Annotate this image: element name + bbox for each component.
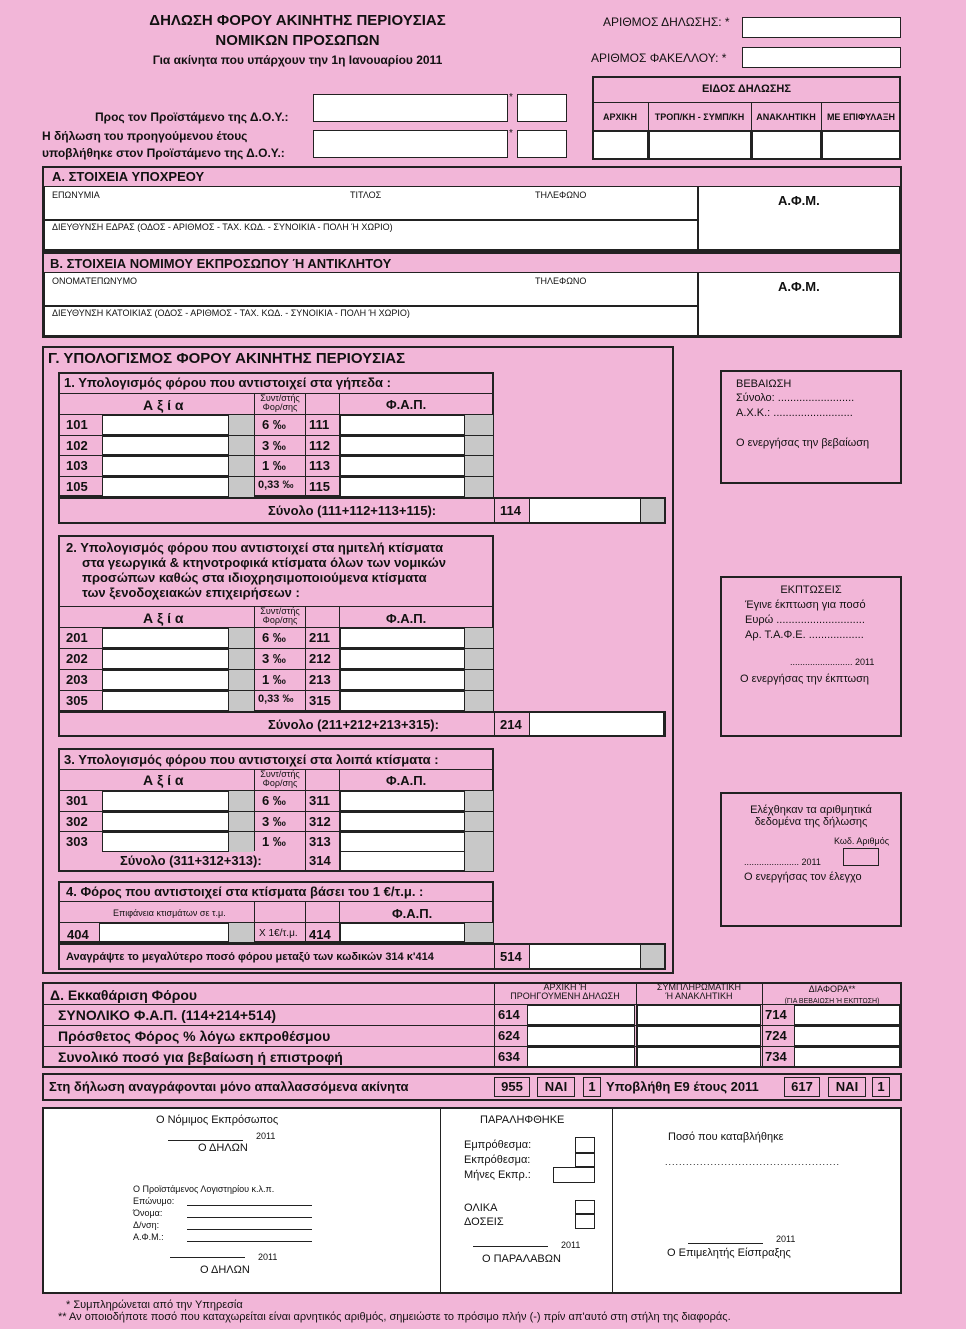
shaded-cell — [465, 791, 493, 811]
year-label: 2011 — [256, 1131, 276, 1141]
year-label: 2011 — [561, 1240, 581, 1250]
star-mark: * — [509, 128, 513, 139]
decl-type-initial: ΑΡΧΙΚΗ — [602, 112, 637, 122]
col-fap-label: Φ.Α.Π. — [386, 773, 427, 788]
rep-name-label: ΟΝΟΜΑΤΕΠΩΝΥΜΟ — [52, 276, 138, 286]
disc-line2: Ευρώ ............................. — [745, 614, 865, 626]
shaded-cell — [229, 832, 254, 852]
disc-title: ΕΚΠΤΩΣΕΙΣ — [780, 584, 842, 596]
sub4-area-label: Επιφάνεια κτισμάτων σε τ.μ. — [113, 908, 226, 918]
decl-type-amending-check[interactable] — [649, 131, 751, 159]
shaded-cell — [465, 415, 493, 435]
cert-total: Σύνολο: ......................... — [736, 392, 855, 404]
paid-label: Ποσό που καταβλήθηκε — [668, 1131, 784, 1143]
e9-label: Υποβλήθη Ε9 έτους 2011 — [606, 1079, 759, 1094]
check-line1: Ελέχθηκαν τα αριθμητικά — [750, 804, 872, 816]
rate-label: 1 ‰ — [262, 672, 286, 687]
col-fap-label: Φ.Α.Π. — [386, 611, 427, 626]
liquidation-row-label: Συνολικό ποσό για βεβαίωση ή επιστροφή — [58, 1049, 343, 1065]
fap-field[interactable] — [340, 791, 465, 811]
sub2-title-line2: στα γεωργικά & κτηνοτροφικά κτίσματα όλων των νομικών — [82, 555, 446, 570]
folder-number-label: ΑΡΙΘΜΟΣ ΦΑΚΕΛΛΟΥ: * — [591, 51, 727, 65]
cert-title: ΒΕΒΑΙΩΣΗ — [736, 378, 792, 390]
disc-date: ......................... 2011 — [790, 657, 875, 667]
paid-dots[interactable]: .................................................. — [665, 1157, 841, 1167]
col3-head-2: (ΓΙΑ ΒΕΒΑΙΩΣΗ Ή ΕΚΠΤΩΣΗ) — [784, 998, 880, 1005]
fap-field[interactable] — [340, 415, 465, 435]
rate-label: 6 ‰ — [262, 630, 286, 645]
col-value-label: Α ξ ί α — [143, 610, 184, 626]
prev-tax-office-field[interactable] — [313, 130, 508, 158]
check-code-label: Κωδ. Αριθμός — [834, 836, 890, 846]
row-out-code: 211 — [309, 630, 330, 645]
sub2-title-line1: 2. Υπολογισμός φόρου που αντιστοιχεί στα ημιτελή κτίσματα — [66, 540, 444, 555]
col1-head-2: ΠΡΟΗΓΟΥΜΕΝΗ ΔΗΛΩΣΗ — [510, 991, 620, 1001]
rate-label: 1 ‰ — [262, 834, 286, 849]
liquidation-code-3: 734 — [765, 1049, 787, 1064]
liquidation-code-3: 724 — [765, 1028, 787, 1043]
section-c-title: Γ. ΥΠΟΛΟΓΙΣΜΟΣ ΦΟΡΟΥ ΑΚΙΝΗΤΗΣ ΠΕΡΙΟΥΣΙΑΣ — [48, 350, 406, 367]
value-field[interactable] — [102, 649, 229, 669]
shaded-cell — [229, 628, 254, 648]
declaration-number-label: ΑΡΙΘΜΟΣ ΔΗΛΩΣΗΣ: * — [603, 15, 730, 29]
late-box[interactable] — [575, 1153, 595, 1167]
value-field[interactable] — [102, 415, 229, 435]
shaded-cell — [465, 649, 493, 669]
col-fap-label: Φ.Α.Π. — [386, 397, 427, 412]
value-field[interactable] — [102, 832, 229, 852]
fap-field[interactable] — [340, 812, 465, 832]
row-out-code: 113 — [309, 458, 330, 474]
months-label: Μήνες Εκπρ.: — [464, 1169, 531, 1181]
liquidation-code-3: 714 — [765, 1007, 787, 1022]
liquidation-code-1: 614 — [498, 1007, 520, 1022]
sub4-code: 404 — [67, 927, 89, 942]
decl-type-revoking-check[interactable] — [752, 131, 821, 159]
max-field[interactable] — [529, 944, 641, 969]
row-out-code: 212 — [309, 651, 331, 666]
company-afm-label: Α.Φ.Μ. — [778, 193, 820, 208]
sub1-total-field[interactable] — [529, 498, 641, 523]
rep-afm-label: Α.Φ.Μ. — [778, 279, 820, 294]
acc-address-label: Δ/νση: — [133, 1220, 160, 1230]
liquidation-code-1: 624 — [498, 1028, 520, 1043]
collector-label: Ο Επιμελητής Είσπραξης — [667, 1247, 791, 1259]
prev-office-label-1: Η δήλωση του προηγούμενου έτους — [42, 129, 248, 143]
e9-yes[interactable]: ΝΑΙ — [828, 1077, 866, 1097]
sub2-total-label: Σύνολο (211+212+213+315): — [268, 717, 439, 732]
row-out-code: 312 — [309, 813, 331, 829]
value-field[interactable] — [102, 791, 229, 811]
row-out-code: 111 — [309, 417, 330, 432]
liquidation-field-3[interactable] — [794, 1026, 900, 1046]
fap-field[interactable] — [340, 436, 465, 456]
max-label: Αναγράψτε το μεγαλύτερο ποσό φόρου μεταξύ των κωδικών 314 κ'414 — [66, 951, 434, 963]
shaded-cell — [465, 691, 493, 711]
sub3-total-code: 314 — [309, 853, 331, 868]
value-field[interactable] — [102, 456, 229, 476]
row-code: 303 — [66, 834, 88, 849]
form-title-line2: ΝΟΜΙΚΩΝ ΠΡΟΣΩΠΩΝ — [215, 32, 380, 49]
sub2-title-line4: των ξενοδοχειακών επιχειρήσεων : — [82, 585, 300, 600]
rate-label: 3 ‰ — [262, 813, 286, 829]
installments-box[interactable] — [575, 1214, 595, 1229]
col-coef-label-2: Φορ/σης — [262, 615, 298, 625]
col-coef-label-1: Συντ/στής — [260, 606, 300, 616]
acc-name-label: Όνομα: — [133, 1208, 163, 1218]
company-address-label: ΔΙΕΥΘΥΝΣΗ ΕΔΡΑΣ (ΟΔΟΣ - ΑΡΙΘΜΟΣ - ΤΑΧ. ΚΩΔ. - ΣΥΝΟΙΚΙΑ - ΠΟΛΗ Ή ΧΩΡΙΟ) — [52, 222, 393, 232]
phone-label: ΤΗΛΕΦΩΝΟ — [535, 190, 587, 200]
form-subtitle: Για ακίνητα που υπάρχουν την 1η Ιανουαρίου 2011 — [152, 53, 443, 67]
rate-label: 3 ‰ — [262, 437, 286, 453]
sub3-total-field[interactable] — [340, 851, 465, 871]
row-code: 305 — [66, 693, 88, 708]
receiver-label: Ο ΠΑΡΑΛΑΒΩΝ — [482, 1253, 561, 1265]
total-pay-label: ΟΛΙΚΑ — [464, 1202, 498, 1214]
check-officer: Ο ενεργήσας τον έλεγχο — [744, 871, 862, 883]
shaded-cell — [465, 456, 493, 476]
col-value-label: Α ξ ί α — [143, 397, 184, 413]
value-field[interactable] — [102, 628, 229, 648]
row-code: 105 — [66, 479, 88, 495]
liquidation-row-label: ΣΥΝΟΛΙΚΟ Φ.Α.Π. (114+214+514) — [58, 1007, 277, 1023]
received-label: ΠΑΡΑΛΗΦΘΗΚΕ — [480, 1114, 565, 1126]
fap-field[interactable] — [340, 649, 465, 669]
value-field[interactable] — [102, 670, 229, 690]
fap-field[interactable] — [340, 456, 465, 476]
shaded-cell — [465, 436, 493, 456]
sub4-out-code: 414 — [309, 927, 331, 942]
shaded-cell — [229, 477, 254, 497]
exempt-yes[interactable]: ΝΑΙ — [537, 1077, 575, 1097]
sub4-title: 4. Φόρος που αντιστοιχεί στα κτίσματα βάσει του 1 €/τ.μ. : — [66, 884, 424, 899]
sub2-total-field[interactable] — [529, 712, 664, 736]
sub4-area-field[interactable] — [99, 923, 229, 942]
shaded-cell — [465, 477, 493, 497]
disc-line1: Έγινε έκπτωση για ποσό — [745, 599, 866, 611]
col-value-label: Α ξ ί α — [143, 772, 184, 788]
row-code: 201 — [66, 630, 88, 645]
installments-label: ΔΟΣΕΙΣ — [464, 1216, 504, 1228]
value-field[interactable] — [102, 812, 229, 832]
fap-field[interactable] — [340, 832, 465, 852]
section-b-title: Β. ΣΤΟΙΧΕΙΑ ΝΟΜΙΜΟΥ ΕΚΠΡΟΣΩΠΟΥ Ή ΑΝΤΙΚΛΗΤΟΥ — [50, 256, 392, 271]
liquidation-row-label: Πρόσθετος Φόρος % λόγω εκπροθέσμου — [58, 1028, 331, 1044]
row-out-code: 313 — [309, 834, 331, 849]
fap-field[interactable] — [340, 477, 465, 497]
shaded-cell — [229, 791, 254, 811]
row-code: 301 — [66, 793, 88, 808]
col1-head-1: ΑΡΧΙΚΗ Ή — [543, 982, 587, 992]
col-coef-label-1: Συντ/στής — [260, 769, 300, 779]
shaded-cell — [229, 649, 254, 669]
fap-field[interactable] — [340, 628, 465, 648]
decl-type-initial-check[interactable] — [593, 131, 648, 159]
rate-label: 6 ‰ — [262, 793, 286, 808]
shaded-cell — [465, 832, 493, 852]
cert-akk: Α.Χ.Κ.: .......................... — [736, 407, 853, 419]
sub1-total-label: Σύνολο (111+112+113+115): — [268, 503, 437, 518]
value-field[interactable] — [102, 477, 229, 497]
footnote-1: * Συμπληρώνεται από την Υπηρεσία — [66, 1299, 243, 1311]
months-box[interactable] — [553, 1167, 595, 1183]
shaded-cell — [465, 812, 493, 832]
ontime-box[interactable] — [575, 1137, 595, 1153]
decl-type-reserved-check[interactable] — [822, 131, 900, 159]
tax-office-code-field[interactable] — [517, 94, 567, 122]
sub2-title-line3: προσώπων καθώς στα ιδιοχρησιμοποιούμενα κτίσματα — [82, 570, 427, 585]
row-code: 203 — [66, 672, 88, 687]
liquidation-field-1[interactable] — [527, 1005, 635, 1025]
decl-type-revoking: ΑΝΑΚΛΗΤΙΚΗ — [756, 112, 816, 122]
shaded-cell — [465, 628, 493, 648]
prev-tax-office-code-field[interactable] — [517, 130, 567, 158]
disc-line3: Αρ. Τ.Α.Φ.Ε. .................. — [745, 629, 864, 641]
col-coef-label-2: Φορ/σης — [262, 402, 298, 412]
section-a-title: Α. ΣΤΟΙΧΕΙΑ ΥΠΟΧΡΕΟΥ — [52, 169, 205, 184]
fap-field[interactable] — [340, 691, 465, 711]
prev-office-label-2: υποβλήθηκε στον Προϊστάμενο της Δ.Ο.Υ.: — [42, 146, 285, 160]
exempt-label: Στη δήλωση αναγράφονται μόνο απαλλασσόμενα ακίνητα — [49, 1079, 409, 1094]
liquidation-field-2[interactable] — [637, 1005, 761, 1025]
max-code: 514 — [500, 949, 522, 964]
liquidation-field-2[interactable] — [637, 1047, 761, 1067]
accountant-label: Ο Προϊστάμενος Λογιστηρίου κ.λ.π. — [133, 1184, 275, 1194]
row-code: 103 — [66, 458, 88, 474]
liquidation-field-3[interactable] — [794, 1005, 900, 1025]
company-name-label: ΕΠΩΝΥΜΙΑ — [52, 190, 100, 200]
late-label: Εκπρόθεσμα: — [464, 1154, 531, 1166]
exempt-code: 955 — [494, 1077, 530, 1097]
acc-afm-label: Α.Φ.Μ.: — [133, 1232, 164, 1242]
decl-type-reserved: ΜΕ ΕΠΙΦΥΛΑΞΗ — [826, 112, 896, 122]
e9-one[interactable]: 1 — [872, 1077, 890, 1097]
shaded-cell — [229, 415, 254, 435]
rep-name-field[interactable] — [44, 272, 698, 306]
row-code: 101 — [66, 417, 88, 432]
row-out-code: 311 — [309, 793, 330, 808]
sub2-total-code: 214 — [500, 717, 522, 732]
row-out-code: 115 — [309, 479, 330, 495]
col-coef-label-1: Συντ/στής — [260, 393, 300, 403]
declaration-type-title: ΕΙΔΟΣ ΔΗΛΩΣΗΣ — [702, 83, 791, 95]
value-field[interactable] — [102, 436, 229, 456]
total-pay-box[interactable] — [575, 1200, 595, 1214]
row-code: 102 — [66, 437, 88, 453]
disc-officer: Ο ενεργήσας την έκπτωση — [740, 673, 869, 685]
row-out-code: 112 — [309, 437, 330, 453]
shaded-cell — [229, 456, 254, 476]
liquidation-code-1: 634 — [498, 1049, 520, 1064]
shaded-cell — [465, 670, 493, 690]
exempt-one[interactable]: 1 — [583, 1077, 601, 1097]
fap-field[interactable] — [340, 670, 465, 690]
sub4-fap-label: Φ.Α.Π. — [392, 906, 433, 921]
rate-label: 3 ‰ — [262, 651, 286, 666]
sub2-title — [66, 540, 446, 600]
form-title-line1: ΔΗΛΩΣΗ ΦΟΡΟΥ ΑΚΙΝΗΤΗΣ ΠΕΡΙΟΥΣΙΑΣ — [149, 12, 446, 29]
legal-rep-label: Ο Νόμιμος Εκπρόσωπος — [156, 1114, 279, 1126]
rate-label: 0,33 ‰ — [258, 693, 294, 705]
col3-head-1: ΔΙΑΦΟΡΑ** — [808, 984, 856, 994]
ontime-label: Εμπρόθεσμα: — [464, 1139, 532, 1151]
liquidation-field-3[interactable] — [794, 1047, 900, 1067]
acc-surname-label: Επώνυμο: — [133, 1196, 175, 1206]
star-mark: * — [509, 92, 513, 103]
year-label: 2011 — [776, 1234, 796, 1244]
sub1-title: 1. Υπολογισμός φόρου που αντιστοιχεί στα γήπεδα : — [64, 375, 391, 390]
liquidation-field-1[interactable] — [527, 1026, 635, 1046]
row-out-code: 213 — [309, 672, 331, 687]
rate-label: 0,33 ‰ — [258, 479, 294, 492]
footnote-2: ** Αν οποιοδήποτε ποσό που καταχωρείται είναι αρνητικός αριθμός, σημειώστε το πρόσιμο πλήν (-) πρίν απ'αυτό στη στήλη της διαφοράς. — [58, 1311, 731, 1323]
shaded-cell — [229, 436, 254, 456]
year-label: 2011 — [258, 1252, 278, 1262]
sub4-fap-field[interactable] — [340, 923, 465, 942]
rate-label: 1 ‰ — [262, 458, 286, 474]
shaded-cell — [229, 670, 254, 690]
cert-officer: Ο ενεργήσας την βεβαίωση — [736, 437, 870, 449]
decl-type-amending: ΤΡΟΠ/ΚΗ - ΣΥΜΠ/ΚΗ — [654, 112, 745, 122]
rep-phone-label: ΤΗΛΕΦΩΝΟ — [535, 276, 587, 286]
e9-code: 617 — [784, 1077, 820, 1097]
sub3-total-label: Σύνολο (311+312+313): — [120, 853, 262, 868]
check-date: ...................... 2011 — [744, 857, 821, 867]
sub1-total-code: 114 — [500, 503, 521, 518]
value-field[interactable] — [102, 691, 229, 711]
col-coef-label-2: Φορ/σης — [262, 778, 298, 788]
declarant-label: Ο ΔΗΛΩΝ — [198, 1142, 248, 1154]
liquidation-field-1[interactable] — [527, 1047, 635, 1067]
shaded-cell — [229, 812, 254, 832]
check-code-field[interactable] — [843, 848, 879, 866]
tax-office-field[interactable] — [313, 94, 508, 122]
title-label: ΤΙΤΛΟΣ — [350, 190, 382, 200]
folder-number-field[interactable] — [742, 47, 901, 68]
check-line2: δεδομένα της δήλωσης — [754, 816, 868, 828]
row-out-code: 315 — [309, 693, 331, 708]
col2-head-2: Ή ΑΝΑΚΛΗΤΙΚΗ — [665, 991, 733, 1001]
declarant-label: Ο ΔΗΛΩΝ — [200, 1264, 250, 1276]
declaration-number-field[interactable] — [742, 17, 901, 38]
row-code: 202 — [66, 651, 88, 666]
sub4-rate: Χ 1€/τ.μ. — [259, 928, 298, 939]
section-d-title: Δ. Εκκαθάριση Φόρου — [50, 987, 198, 1003]
row-code: 302 — [66, 813, 88, 829]
liquidation-field-2[interactable] — [637, 1026, 761, 1046]
sub3-title: 3. Υπολογισμός φόρου που αντιστοιχεί στα λοιπά κτίσματα : — [64, 752, 439, 767]
rate-label: 6 ‰ — [262, 417, 286, 432]
to-head-label: Προς τον Προϊστάμενο της Δ.Ο.Υ.: — [95, 110, 289, 124]
shaded-cell — [229, 691, 254, 711]
rep-address-label: ΔΙΕΥΘΥΝΣΗ ΚΑΤΟΙΚΙΑΣ (ΟΔΟΣ - ΑΡΙΘΜΟΣ - ΤΑΧ. ΚΩΔ. - ΣΥΝΟΙΚΙΑ - ΠΟΛΗ Ή ΧΩΡΙΟ) — [52, 308, 410, 318]
col2-head-1: ΣΥΜΠΛΗΡΩΜΑΤΙΚΗ — [656, 982, 742, 992]
